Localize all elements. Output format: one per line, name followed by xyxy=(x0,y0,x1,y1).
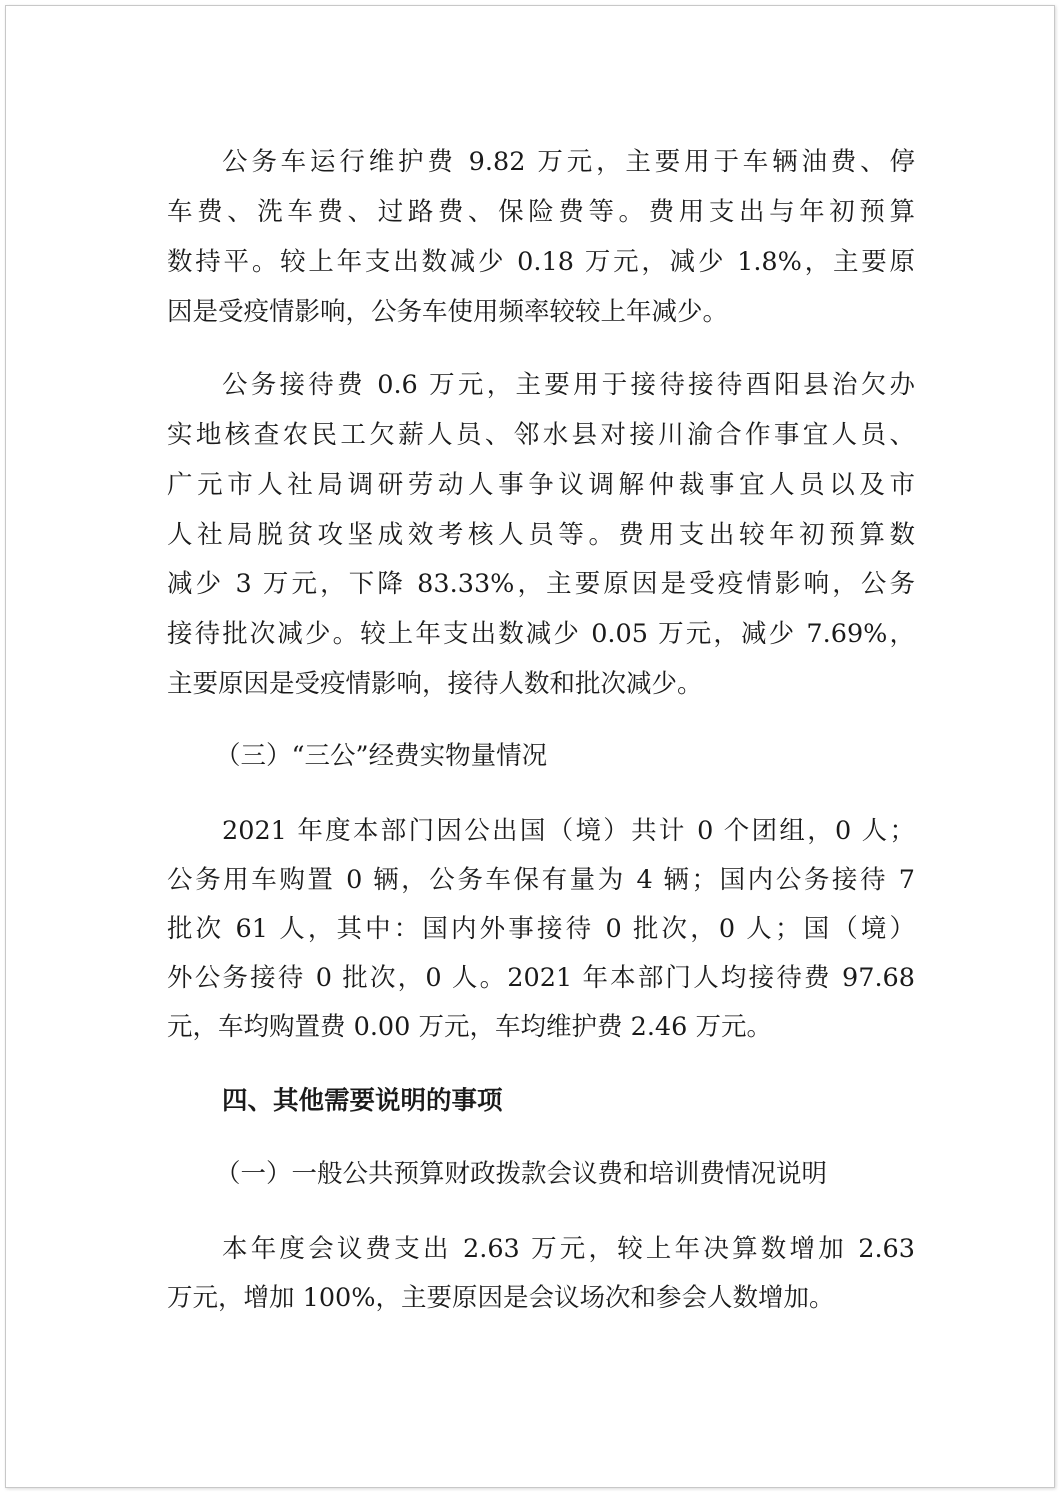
paragraph-3-line-5: 元，车均购置费 0.00 万元，车均维护费 2.46 万元。 xyxy=(167,1012,772,1042)
paragraph-1-line-3: 数持平。较上年支出数减少 0.18 万元，减少 1.8%，主要原 xyxy=(167,247,915,277)
subheading-three-public-expenses: （三）“三公”经费实物量情况 xyxy=(215,741,548,771)
paragraph-1-line-4: 因是受疫情影响，公务车使用频率较较上年减少。 xyxy=(167,297,729,327)
paragraph-2-line-6: 接待批次减少。较上年支出数减少 0.05 万元，减少 7.69%， xyxy=(167,619,915,649)
paragraph-2-line-7: 主要原因是受疫情影响，接待人数和批次减少。 xyxy=(167,669,703,699)
paragraph-2-line-5: 减少 3 万元，下降 83.33%，主要原因是受疫情影响，公务 xyxy=(167,569,915,599)
paragraph-3-line-4: 外公务接待 0 批次，0 人。2021 年本部门人均接待费 97.68 xyxy=(167,963,915,993)
section-4-heading: 四、其他需要说明的事项 xyxy=(222,1086,503,1116)
paragraph-1-line-1: 公务车运行维护费 9.82 万元，主要用于车辆油费、停 xyxy=(222,147,915,177)
paragraph-3-line-1: 2021 年度本部门因公出国（境）共计 0 个团组，0 人； xyxy=(222,816,915,846)
paragraph-3-line-3: 批次 61 人，其中：国内外事接待 0 批次，0 人；国（境） xyxy=(167,914,915,944)
paragraph-1-line-2: 车费、洗车费、过路费、保险费等。费用支出与年初预算 xyxy=(167,197,915,227)
paragraph-4-line-2: 万元，增加 100%，主要原因是会议场次和参会人数增加。 xyxy=(167,1283,835,1313)
subheading-one-meeting-training: （一）一般公共预算财政拨款会议费和培训费情况说明 xyxy=(215,1159,828,1189)
paragraph-2-line-4: 人社局脱贫攻坚成效考核人员等。费用支出较年初预算数 xyxy=(167,520,915,550)
paragraph-2-line-1: 公务接待费 0.6 万元，主要用于接待接待酉阳县治欠办 xyxy=(222,370,915,400)
paragraph-2-line-2: 实地核查农民工欠薪人员、邻水县对接川渝合作事宜人员、 xyxy=(167,420,915,450)
paragraph-2-line-3: 广元市人社局调研劳动人事争议调解仲裁事宜人员以及市 xyxy=(167,470,915,500)
paragraph-3-line-2: 公务用车购置 0 辆，公务车保有量为 4 辆；国内公务接待 7 xyxy=(167,865,915,895)
paragraph-4-line-1: 本年度会议费支出 2.63 万元，较上年决算数增加 2.63 xyxy=(222,1234,915,1264)
